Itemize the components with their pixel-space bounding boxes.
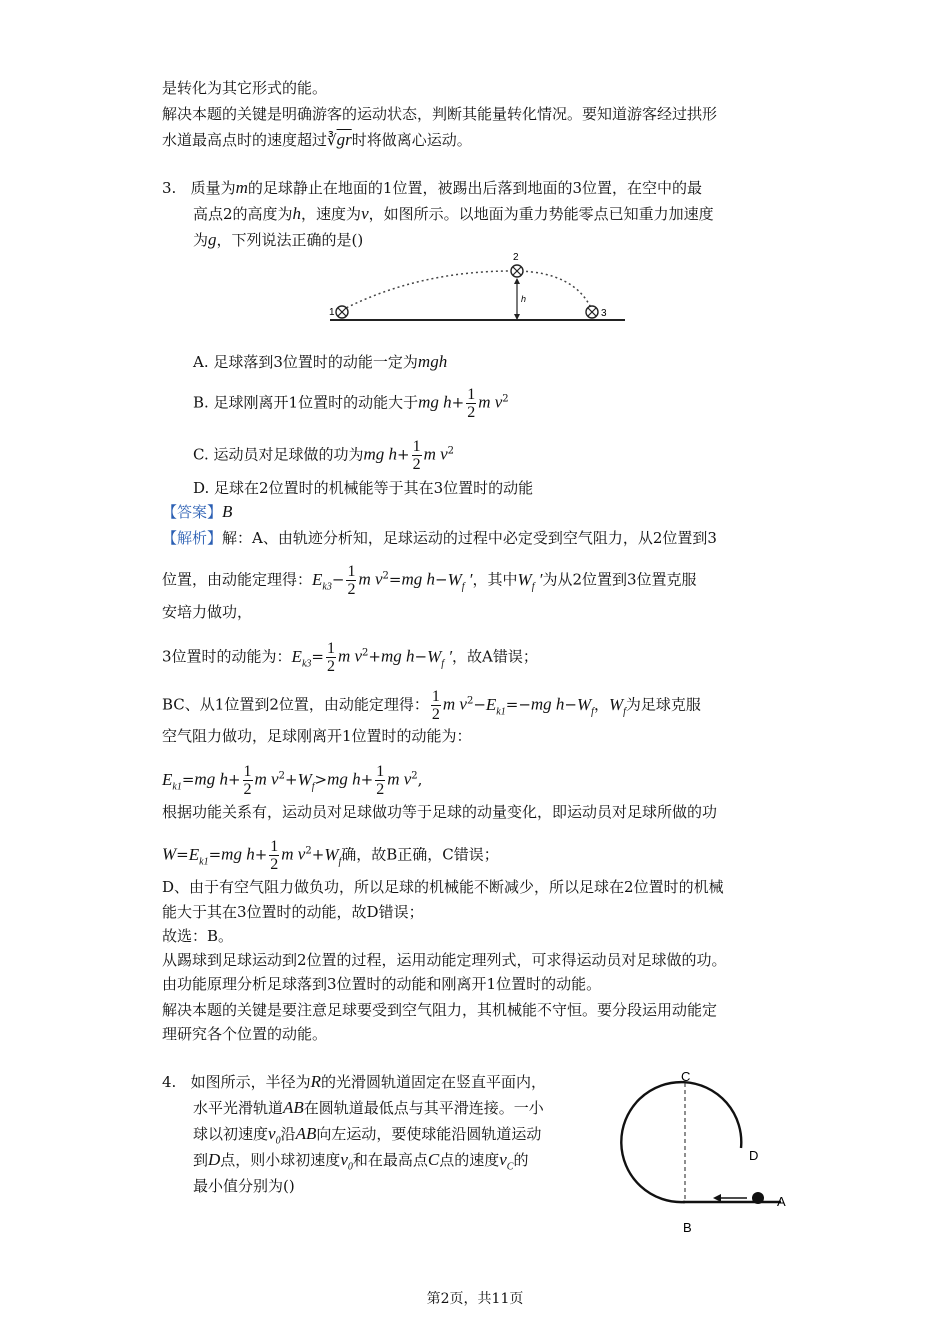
circular-track-figure bbox=[615, 1070, 805, 1240]
analysis-line: 解决本题的关键是要注意足球要受到空气阻力，其机械能不守恒。要分段运用动能定 bbox=[162, 1001, 718, 1019]
question-3: 3. 质量为m的足球静止在地面的1位置，被踢出后落到地面的3位置，在空中的最 bbox=[162, 178, 703, 197]
analysis-line: BC、从1位置到2位置，由动能定理得： $\frac{1}{2}$ m $v^2-E_{k1}=-mg$ $h-W_f$，$W_f$为足球克服 bbox=[162, 688, 701, 723]
analysis-line: 理研究各个位置的动能。 bbox=[162, 1025, 328, 1043]
analysis-line: 能大于其在3位置时的动能，故D错误； bbox=[162, 903, 424, 921]
label-2: 2 bbox=[513, 252, 519, 263]
analysis-line: 从踢球到足球运动到2位置的过程，运用动能定理列式，可求得运动员对足球做的功。 bbox=[162, 951, 727, 969]
analysis-line: 位置，由动能定理得：$E_{k3}-$ $\frac{1}{2}$ m $v^2=mg$ $h-W_f$ ′，其中$W_f$ ′为从2位置到3位置克服 bbox=[162, 563, 697, 598]
text-line: 是转化为其它形式的能。 bbox=[162, 79, 328, 97]
text-line: 水道最高点时的速度超过$∛\overline{gr}$时将做离心运动。 bbox=[162, 130, 472, 149]
label-3: 3 bbox=[601, 308, 607, 319]
ball bbox=[752, 1192, 764, 1204]
ball-1 bbox=[336, 306, 348, 318]
label-h: h bbox=[521, 294, 527, 304]
trajectory-figure bbox=[320, 250, 630, 330]
text-line: 高点2的高度为h，速度为v，如图所示。以地面为重力势能零点已知重力加速度 bbox=[193, 204, 714, 223]
analysis-line: 安培力做功， bbox=[162, 603, 253, 621]
option-c: C. 运动员对足球做的功为mg h+ $\frac{1}{2}$ m $v^2$ bbox=[193, 438, 455, 473]
text-line: 为g，下列说法正确的是() bbox=[193, 230, 364, 249]
option-d: D. 足球在2位置时的机械能等于其在3位置时的动能 bbox=[193, 479, 534, 497]
question-4: 4. 如图所示，半径为R的光滑圆轨道固定在竖直平面内， bbox=[162, 1072, 547, 1091]
analysis-line: D、由于有空气阻力做负功，所以足球的机械能不断减少，所以足球在2位置时的机械 bbox=[162, 878, 724, 896]
text-line: 球以初速度$v_0$沿AB向左运动，要使球能沿圆轨道运动 bbox=[193, 1124, 542, 1147]
analysis-line: 由功能原理分析足球落到3位置时的动能和刚离开1位置时的动能。 bbox=[162, 975, 602, 993]
analysis-line: $W=E_{k1}=mg$ h+ $\frac{1}{2}$ m $v^2+W_f$确，故B正确，C错误； bbox=[162, 838, 499, 873]
analysis-line: 【解析】解：A、由轨迹分析知，足球运动的过程中必定受到空气阻力，从2位置到3 bbox=[162, 529, 717, 547]
text-line: 解决本题的关键是明确游客的运动状态，判断其能量转化情况。要知道游客经过拱形 bbox=[162, 105, 718, 123]
label-1: 1 bbox=[329, 307, 335, 318]
analysis-line: 根据功能关系有，运动员对足球做功等于足球的动量变化，即运动员对足球所做的功 bbox=[162, 803, 718, 821]
analysis-line: 故选：B。 bbox=[162, 927, 234, 945]
page-footer: 第2页，共11页 bbox=[426, 1291, 524, 1307]
analysis-line: $E_{k1}=mg$ h+ $\frac{1}{2}$ m $v^2+W_f>mg$ h+ $\frac{1}{2}$ m $v^2$, bbox=[162, 763, 423, 798]
analysis-line: 空气阻力做功，足球刚离开1位置时的动能为： bbox=[162, 727, 472, 745]
text-line: 到D点，则小球初速度$v_0$和在最高点C点的速度$v_C$的 bbox=[193, 1150, 529, 1173]
label-c: C bbox=[681, 1070, 691, 1084]
label-b: B bbox=[683, 1220, 692, 1235]
analysis-line: 3位置时的动能为：$E_{k3}=$ $\frac{1}{2}$ m $v^2+mg$ $h-W_f$ ′，故A错误； bbox=[162, 640, 538, 675]
option-b: B. 足球刚离开1位置时的动能大于mg h+ $\frac{1}{2}$ m $v^2$ bbox=[193, 386, 509, 421]
ball-2 bbox=[511, 265, 523, 277]
text-line: 水平光滑轨道AB在圆轨道最低点与其平滑连接。一小 bbox=[193, 1098, 544, 1117]
ball-3 bbox=[586, 306, 598, 318]
text-line: 最小值分别为() bbox=[193, 1177, 295, 1195]
label-a: A bbox=[777, 1194, 786, 1209]
label-d: D bbox=[749, 1148, 759, 1163]
option-a: A. 足球落到3位置时的动能一定为mgh bbox=[193, 352, 448, 371]
answer: 【答案】B bbox=[162, 502, 233, 521]
